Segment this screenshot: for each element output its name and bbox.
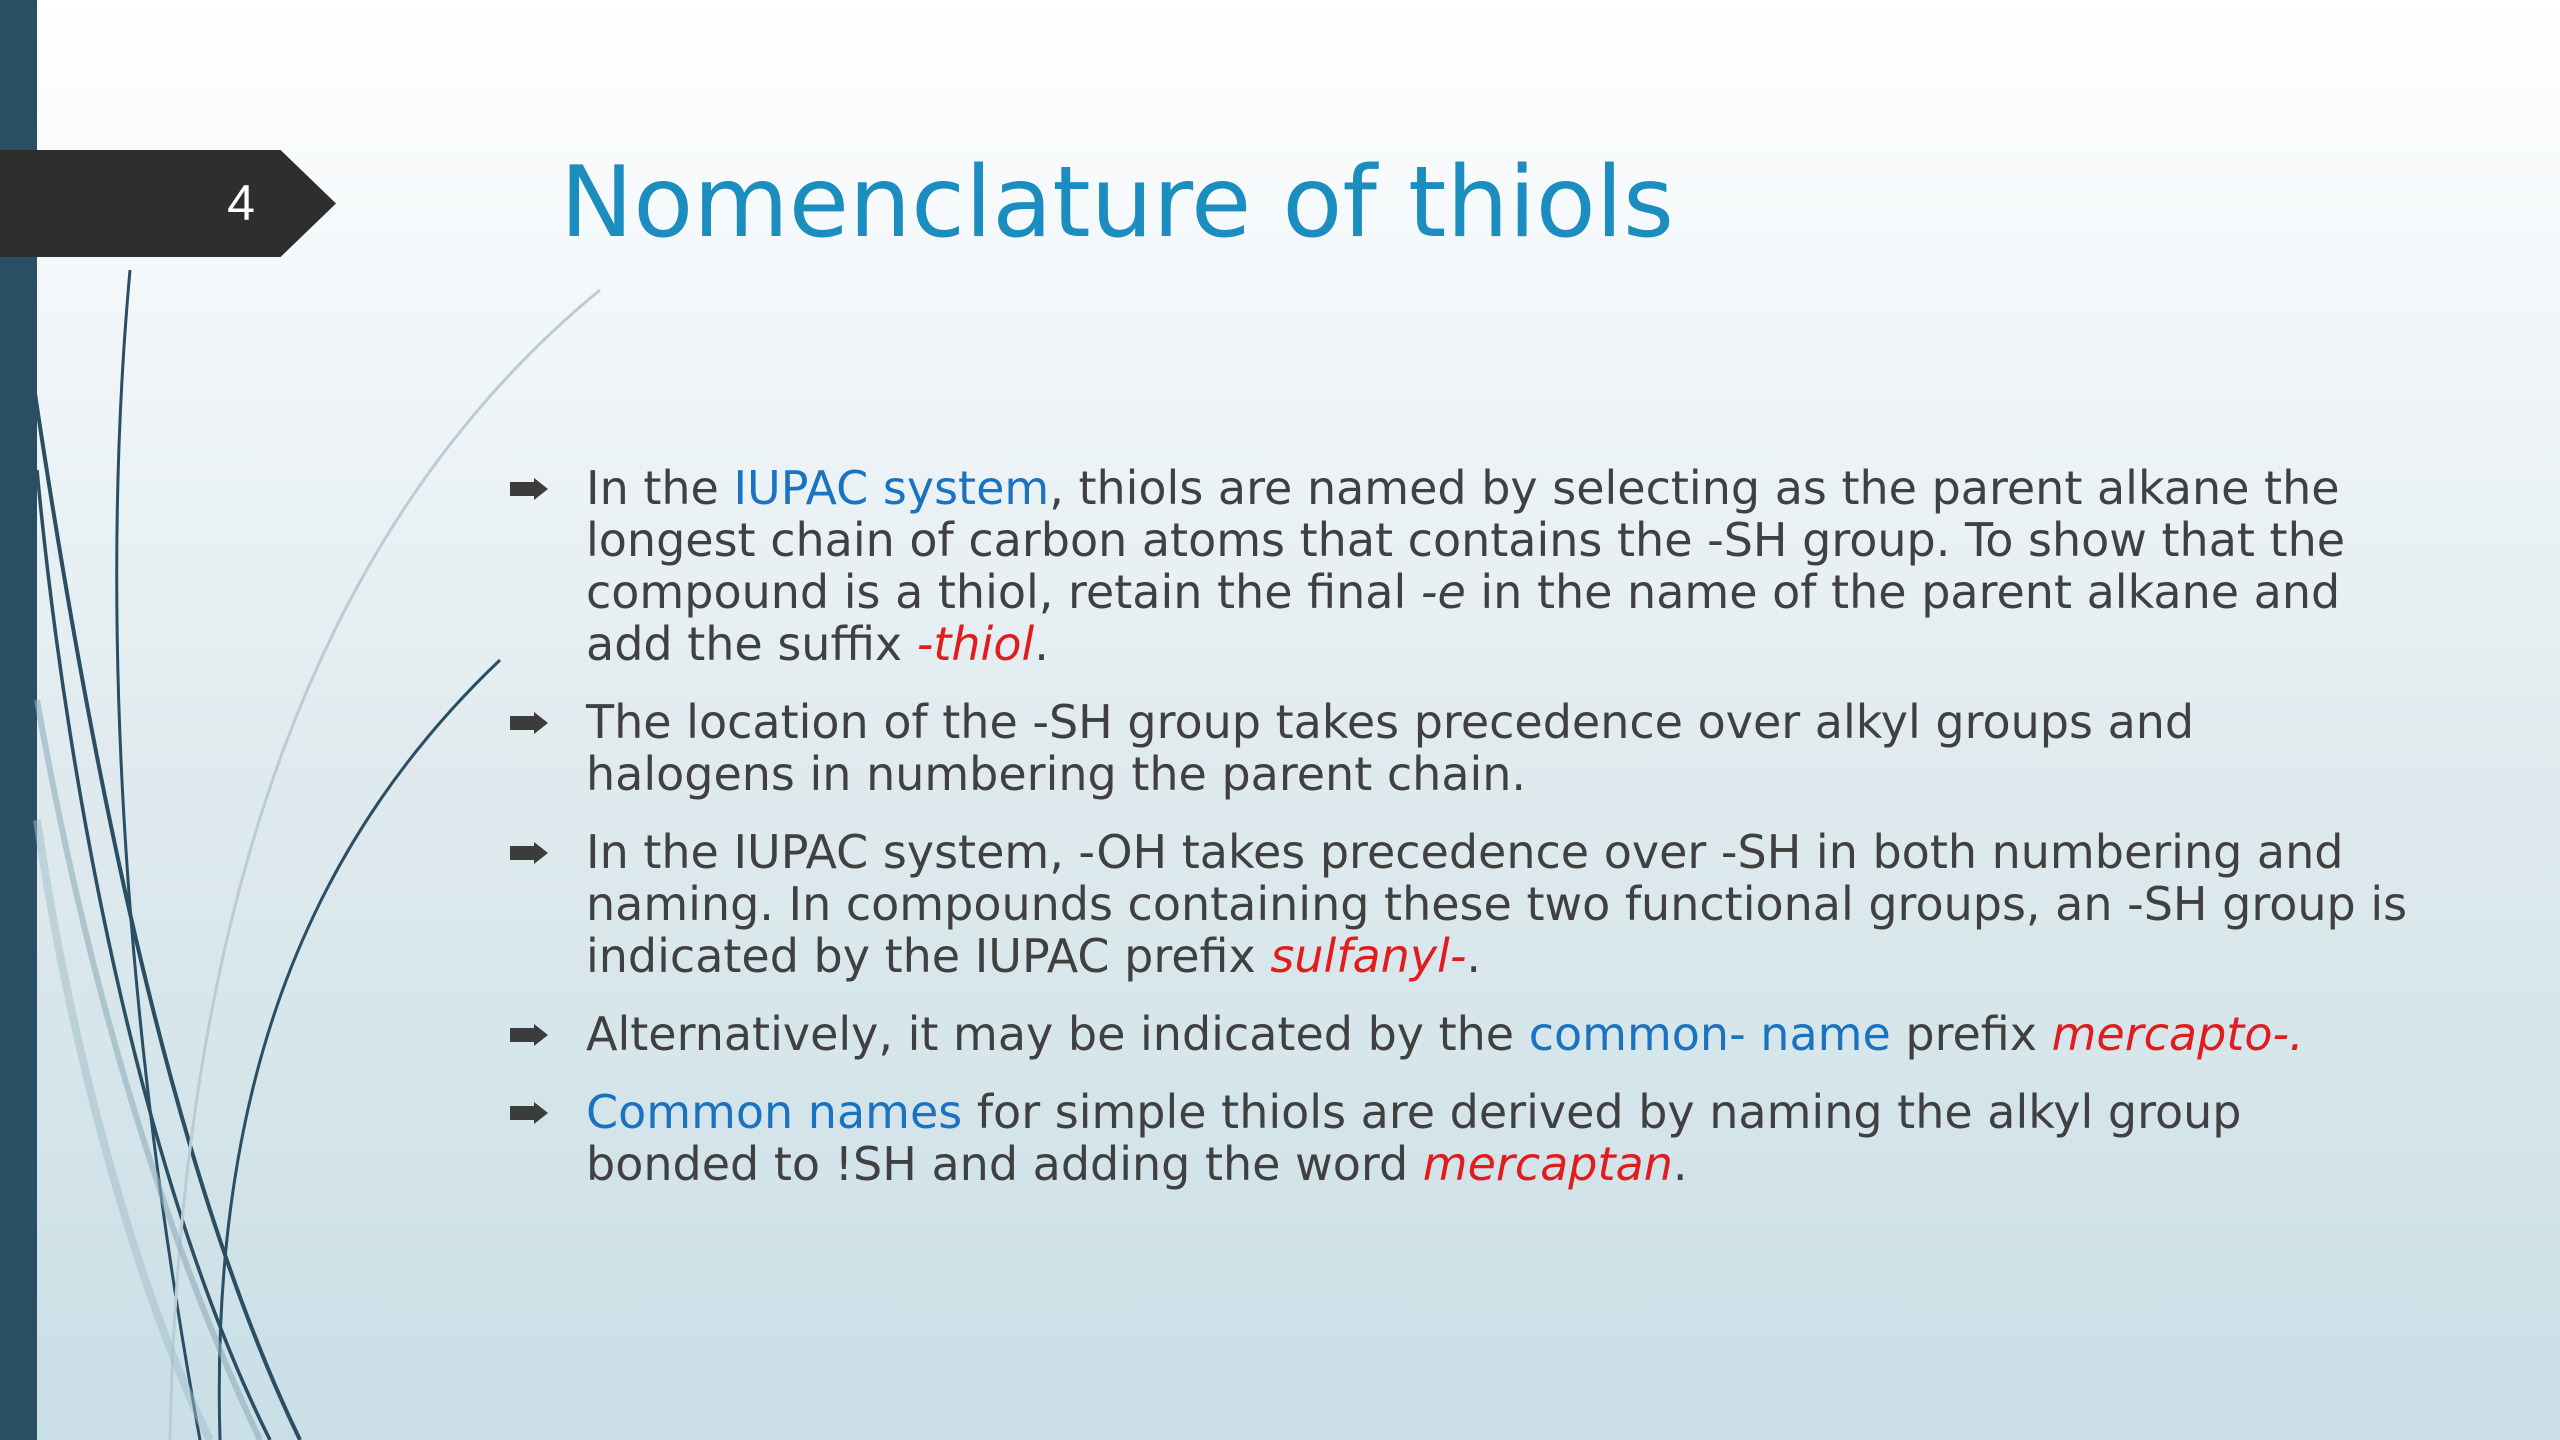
bullet-text: . [1034, 617, 1049, 671]
bullet-text: . [1466, 929, 1482, 983]
bullet-item-iupac-system [510, 462, 2410, 670]
suffix-term: -thiol [916, 617, 1035, 671]
italic-term: -e [1420, 565, 1466, 619]
bullet-text: In the IUPAC system, -OH takes precedence over -SH in both numbering and naming. In compounds containing these two functional groups, an -SH group is indicated by the IUPAC prefix [586, 825, 2408, 983]
prefix-term: sulfanyl- [1270, 929, 1467, 983]
bullet-text: for simple thiols are derived by naming the alkyl group bonded to !SH and adding the word [586, 1085, 2242, 1191]
slide-title: Nomenclature of thiols [560, 146, 1675, 260]
bullet-text: in the name of the parent alkane and add the suffix [586, 565, 2341, 671]
arrow-bullet-icon [510, 842, 548, 864]
prefix-term: mercapto-. [2051, 1007, 2304, 1061]
word-term: mercaptan [1422, 1137, 1673, 1191]
bullet-item-oh-precedence [510, 826, 2410, 982]
highlight-term: Common names [586, 1085, 963, 1139]
highlight-term: common- name [1528, 1007, 1891, 1061]
bullet-list [510, 462, 2410, 1216]
bullet-text: . [1672, 1137, 1688, 1191]
arrow-bullet-icon [510, 1102, 548, 1124]
slide-number: 4 [227, 175, 255, 231]
bullet-text: prefix [1890, 1007, 2052, 1061]
arrow-bullet-icon [510, 712, 548, 734]
slide-number-tab [0, 150, 336, 257]
bullet-item-common-names [510, 1086, 2410, 1190]
arrow-bullet-icon [510, 478, 548, 500]
bullet-text: Alternatively, it may be indicated by the [586, 1007, 1529, 1061]
bullet-item-sh-location [510, 696, 2410, 800]
bullet-text: In the [586, 461, 734, 515]
arrow-bullet-icon [510, 1024, 548, 1046]
bullet-text: , thiols are named by selecting as the parent alkane the longest chain of carbon atoms that contains the -SH group. To show that the compound is a thiol, retain the final [586, 461, 2346, 619]
bullet-text: The location of the -SH group takes precedence over alkyl groups and halogens in numbering the parent chain. [586, 695, 2195, 801]
bullet-item-mercapto [510, 1008, 2410, 1060]
highlight-term: IUPAC system [733, 461, 1050, 515]
